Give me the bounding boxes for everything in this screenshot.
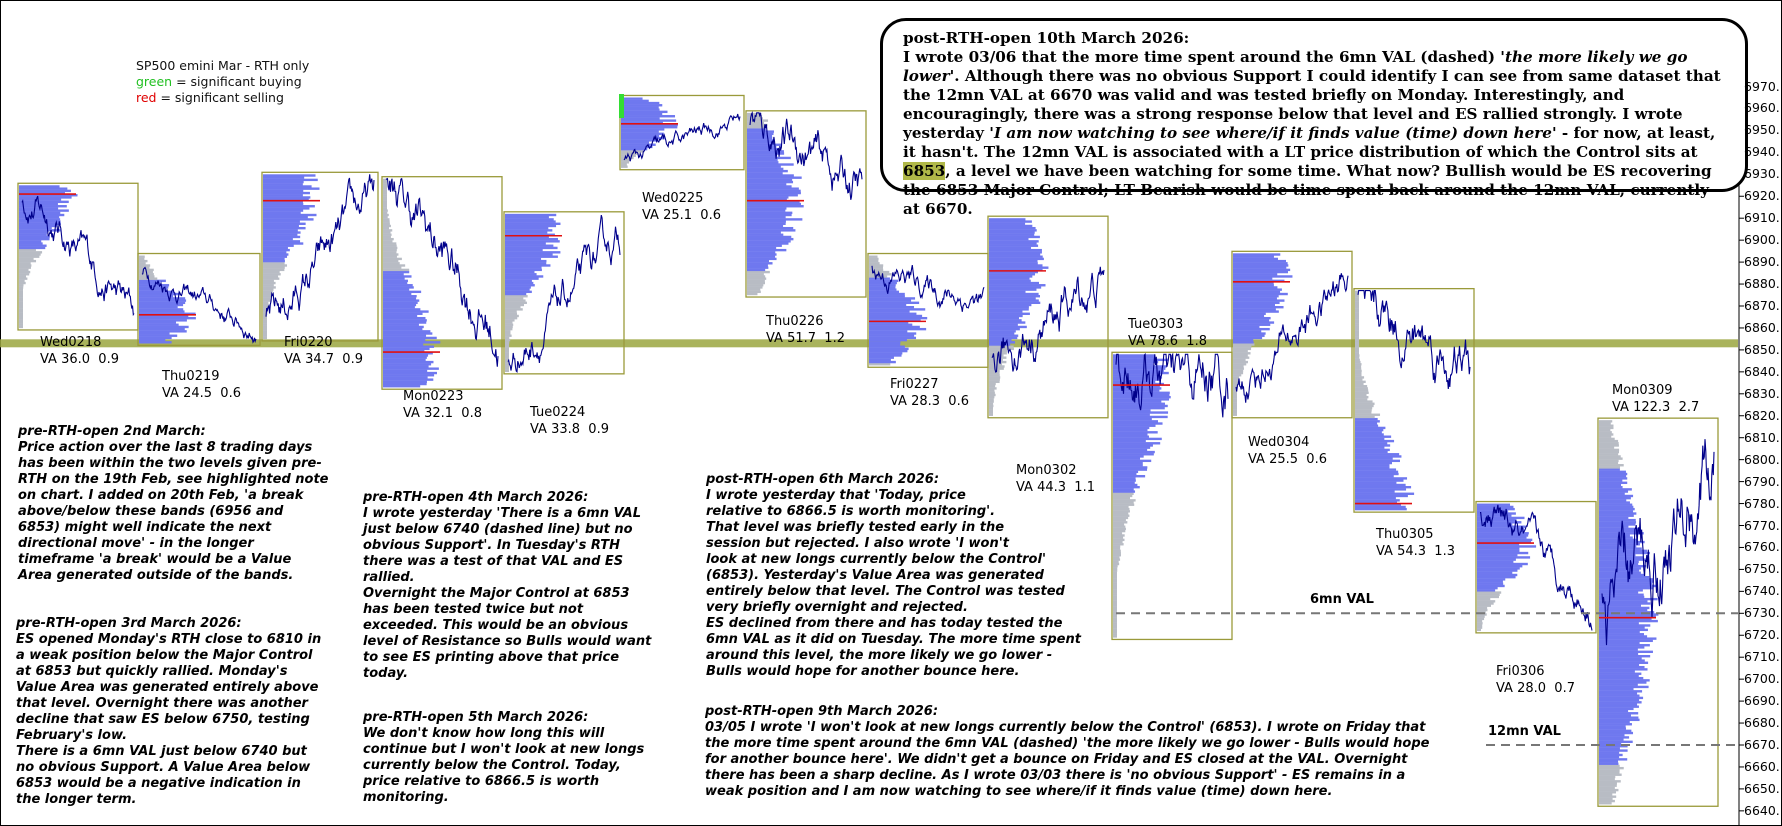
y-tick-label-6890: 6890. — [1744, 254, 1780, 270]
session-label-thu0226: Thu0226 VA 51.7 1.2 — [766, 314, 845, 346]
y-tick-label-6640: 6640. — [1744, 802, 1780, 818]
callout-heading: post-RTH-open 10th March 2026: — [903, 29, 1190, 47]
callout-body: I wrote 03/06 that the more time spent around the 6mn VAL (dashed) 'the more likely we go lower'. Although there was no obvious Support I could identify I can see from same dataset that the 12mn VAL at 6670 was valid and was tested briefly on Monday. Interestingly, and encouragingly, there was a strong response below that level and ES rallied strongly. I wrote yesterday 'I am now watching to see where/if it finds value (time) down here' - for now, at least, it hasn't. The 12mn VAL is associated with a LT price distribution of which the Control sits at 6853, a level we have been watching for some time. What now? Bullish would be ES recovering the 6853 Major Control; LT Bearish would be time spent back around the 12mn VAL, currently at 6670. — [903, 48, 1721, 218]
legend-green-entry: green = significant buying — [136, 74, 302, 89]
session-label-mon0302: Mon0302 VA 44.3 1.1 — [1016, 463, 1095, 495]
profile-wed0218 — [19, 185, 78, 328]
session-label-tue0224: Tue0224 VA 33.8 0.9 — [530, 405, 609, 437]
y-tick-label-6870: 6870. — [1744, 298, 1780, 313]
y-tick-label-6750: 6750. — [1744, 561, 1780, 577]
y-tick-label-6850: 6850. — [1744, 341, 1780, 357]
twelve-month-val-label: 12mn VAL — [1488, 724, 1561, 739]
y-tick-label-6760: 6760. — [1744, 539, 1780, 555]
session-label-wed0304: Wed0304 VA 25.5 0.6 — [1248, 435, 1327, 467]
y-tick-label-6670: 6670. — [1744, 737, 1780, 752]
note-2nd-march: pre-RTH-open 2nd March: Price action over the last 8 trading days has been within the two levels given pre- RTH on the 19th Feb, see highlighted note on chart. I added on 20th Feb, 'a break above/below these bands (6956 and 6853) might well indicate the next directional move' - in the longer timeframe 'a break' would be a Value Area generated outside of the bands. — [18, 424, 329, 583]
y-tick-label-6650: 6650. — [1744, 780, 1780, 796]
session-label-thu0305: Thu0305 VA 54.3 1.3 — [1376, 527, 1455, 559]
session-label-mon0223: Mon0223 VA 32.1 0.8 — [403, 389, 482, 421]
y-tick-label-6900: 6900. — [1744, 232, 1780, 248]
y-tick-label-6940: 6940. — [1744, 144, 1780, 160]
note-6th-march: post-RTH-open 6th March 2026: I wrote yesterday that 'Today, price relative to 6866.5 is worth monitoring'. That level was briefly tested early in the session but rejected. I also wrote 'I won't look at new longs currently below the Control' (6853). Yesterday's Value Area was generated entirely below that level. The Control was tested very briefly overnight and rejected. ES declined from there and has today tested the 6mn VAL as it did on Tuesday. The more time spent around this level, the more likely we go lower - Bulls would hope for another bounce here. — [706, 472, 1081, 679]
profile-mon0302 — [989, 218, 1048, 416]
note-9th-march: post-RTH-open 9th March 2026: 03/05 I wrote 'I won't look at new longs currently below the Control' (6853). I wrote on Friday that the more time spent around the 6mn VAL (dashed) 'the more likely we go lower - Bulls would hope for another bounce here'. We didn't get a bounce on Friday and ES closed at the VAL. Overnight there has been a sharp decline. As I wrote 03/03 there is 'no obvious Support' - ES remains in a weak position and I am now watching to see where/if it finds value (time) down here. — [705, 704, 1430, 799]
y-tick-label-6830: 6830. — [1744, 385, 1780, 401]
y-tick-label-6710: 6710. — [1744, 649, 1780, 665]
y-tick-label-6780: 6780. — [1744, 495, 1780, 511]
y-tick-label-6970: 6970. — [1744, 78, 1780, 94]
y-tick-label-6680: 6680. — [1744, 715, 1780, 731]
y-tick-label-6660: 6660. — [1744, 758, 1780, 774]
y-tick-label-6800: 6800. — [1744, 451, 1780, 467]
session-label-fri0306: Fri0306 VA 28.0 0.7 — [1496, 664, 1575, 696]
legend-title: SP500 emini Mar - RTH only — [136, 58, 310, 73]
session-label-tue0303: Tue0303 VA 78.6 1.8 — [1128, 317, 1207, 349]
profile-thu0219 — [139, 256, 196, 344]
buying-marker — [619, 94, 624, 118]
y-tick-label-6840: 6840. — [1744, 363, 1780, 379]
y-tick-label-6790: 6790. — [1744, 473, 1780, 489]
note-4th-march: pre-RTH-open 4th March 2026: I wrote yesterday 'There is a 6mn VAL just below 6740 (dashed line) but no obvious Support'. In Tuesday's RTH there was a test of that VAL and ES rallied. Overnight the Major Control at 6853 has been tested twice but not exceeded. This would be an obvious level of Resistance so Bulls would want to see ES printing above that price today. — [363, 490, 652, 681]
session-label-wed0225: Wed0225 VA 25.1 0.6 — [642, 191, 721, 223]
y-tick-label-6810: 6810. — [1744, 429, 1780, 445]
y-tick-label-6820: 6820. — [1744, 407, 1780, 423]
profile-fri0220 — [263, 174, 320, 339]
y-tick-label-6920: 6920. — [1744, 188, 1780, 204]
profile-mon0223 — [383, 179, 440, 388]
y-tick-label-6910: 6910. — [1744, 210, 1780, 226]
six-month-val-label: 6mn VAL — [1310, 592, 1374, 608]
y-tick-label-6930: 6930. — [1744, 166, 1780, 182]
y-tick-label-6740: 6740. — [1744, 583, 1780, 599]
y-tick-label-6880: 6880. — [1744, 276, 1780, 292]
note-3rd-march: pre-RTH-open 3rd March 2026: ES opened Monday's RTH close to 6810 in a weak position below the Major Control at 6853 but quickly rallied. Monday's Value Area was generated entirely above that level. Overnight there was another decline that saw ES below 6750, testing February's low. There is a 6mn VAL just below 6740 but no obvious Support. A Value Area below 6853 would be a negative indication in the longer term. — [16, 616, 322, 807]
y-tick-label-6700: 6700. — [1744, 671, 1780, 687]
session-label-fri0227: Fri0227 VA 28.3 0.6 — [890, 377, 969, 409]
y-tick-label-6690: 6690. — [1744, 693, 1780, 709]
profile-wed0304 — [1233, 253, 1292, 416]
profile-thu0305 — [1355, 291, 1414, 511]
note-5th-march: pre-RTH-open 5th March 2026: We don't know how long this will continue but I won't look at new longs currently below the Control. Today, price relative to 6866.5 is worth monitoring. — [363, 710, 645, 805]
y-tick-label-6720: 6720. — [1744, 627, 1780, 643]
session-label-wed0218: Wed0218 VA 36.0 0.9 — [40, 335, 119, 367]
chart-legend — [136, 58, 309, 106]
callout-10th-march — [880, 18, 1748, 218]
session-label-thu0219: Thu0219 VA 24.5 0.6 — [162, 369, 241, 401]
y-tick-label-6730: 6730. — [1744, 605, 1780, 621]
y-tick-label-6960: 6960. — [1744, 100, 1780, 116]
control-highlight: 6853 — [903, 162, 946, 180]
session-label-fri0220: Fri0220 VA 34.7 0.9 — [284, 335, 363, 367]
legend-red-entry: red = significant selling — [136, 90, 284, 105]
y-tick-label-6950: 6950. — [1744, 122, 1780, 138]
y-tick-label-6860: 6860. — [1744, 319, 1780, 335]
session-label-mon0309: Mon0309 VA 122.3 2.7 — [1612, 383, 1700, 415]
y-tick-label-6770: 6770. — [1744, 517, 1780, 533]
